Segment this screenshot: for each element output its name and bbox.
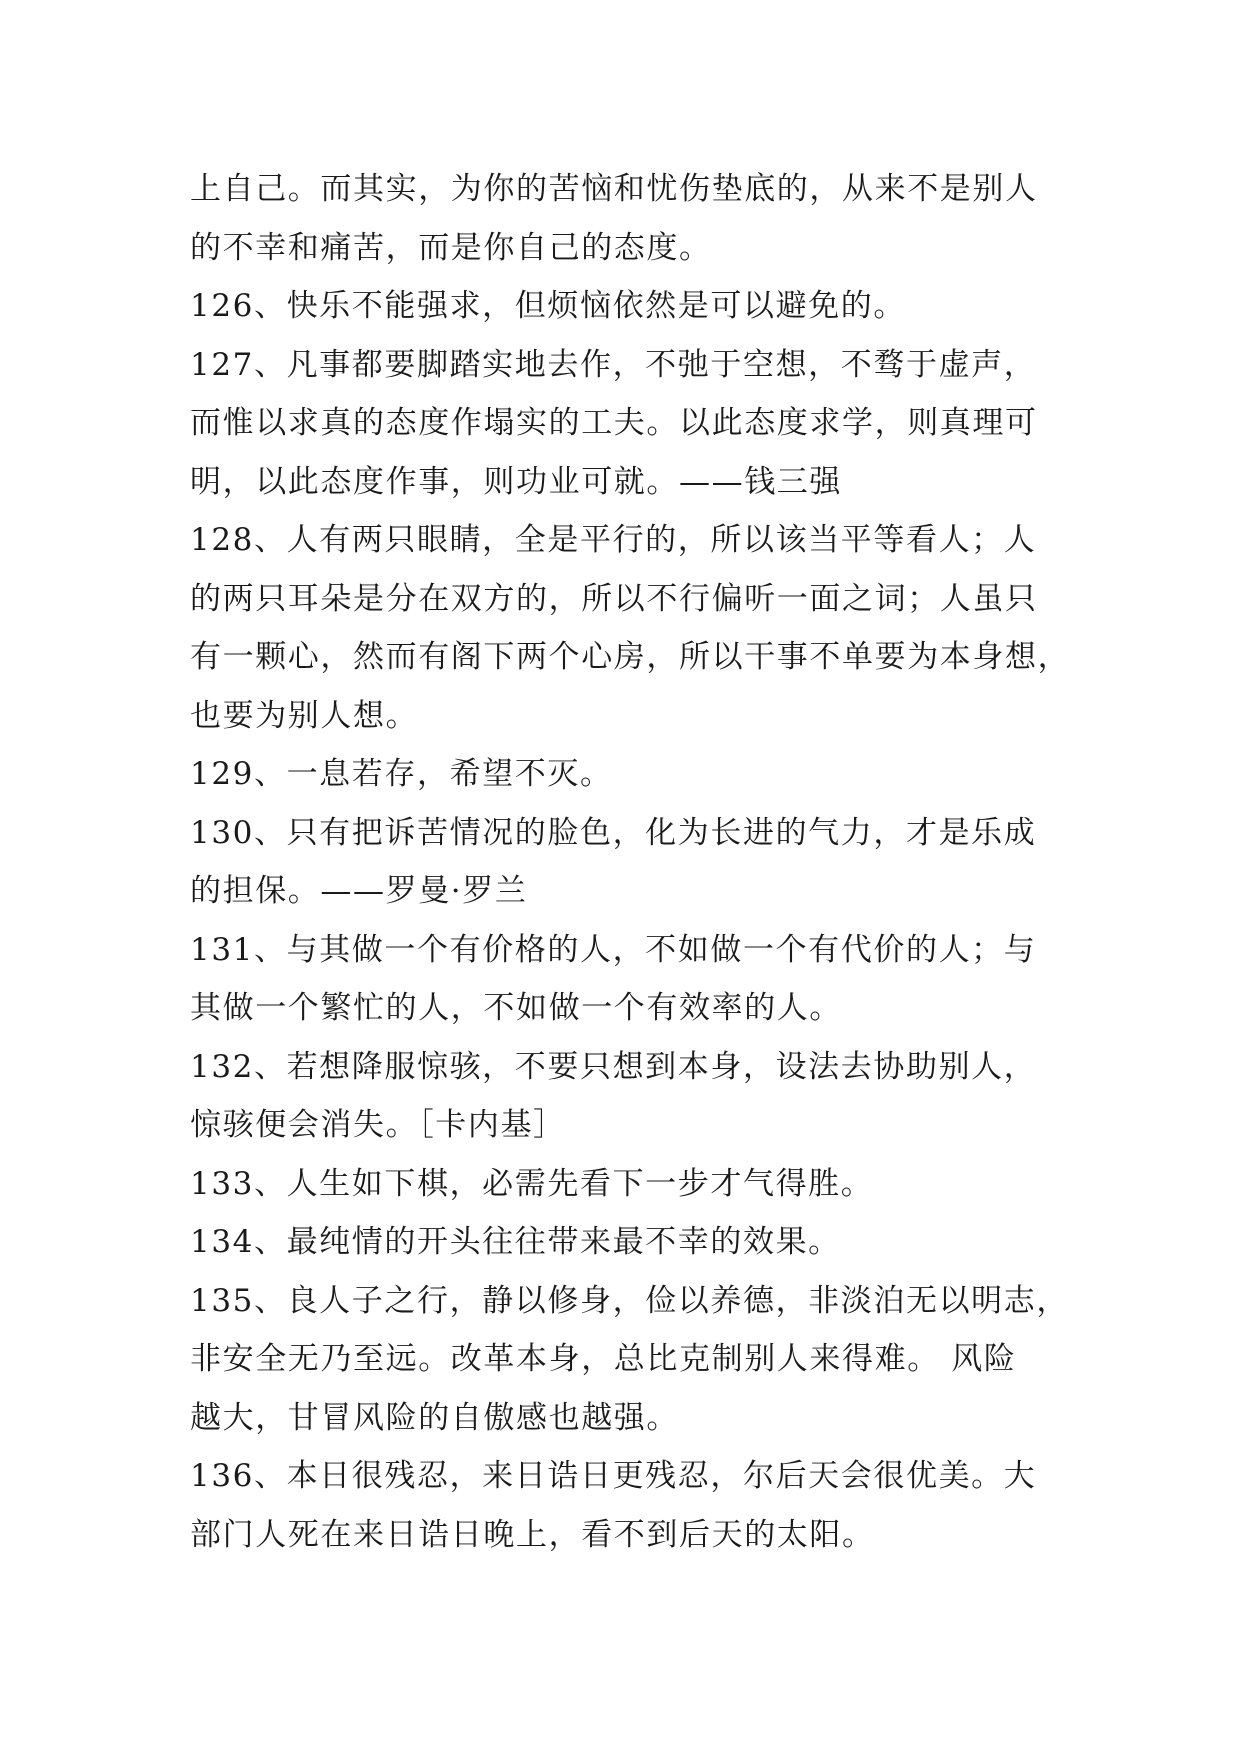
text-line: 133、人生如下棋，必需先看下一步才气得胜。 [190,1165,874,1202]
text-line: 136、本日很残忍，来日诰日更残忍，尔后天会很优美。大 [190,1458,1037,1494]
text-line: 而惟以求真的态度作塌实的工夫。以此态度求学，则真理可 [190,405,1038,441]
text-line: 134、最纯情的开头往往带来最不幸的效果。 [190,1224,841,1260]
text-line: 126、快乐不能强求，但烦恼依然是可以避免的。 [190,288,906,324]
text-line: 其做一个繁忙的人，不如做一个有效率的人。 [190,990,842,1026]
text-line: 上自己。而其实，为你的苦恼和忧伤垫底的，从来不是别人 [190,171,1038,207]
text-line: 也要为别人想。 [190,697,419,734]
text-line: 131、与其做一个有价格的人，不如做一个有代价的人；与 [190,931,1037,968]
text-line: 越大，甘冒风险的自傲感也越强。 [190,1399,679,1436]
text-line: 的不幸和痛苦，而是你自己的态度。 [190,229,712,266]
text-line: 惊骇便会消失。［卡内基］ [190,1107,566,1143]
text-line: 明，以此态度作事，则功业可就。——钱三强 [190,463,842,500]
text-line: 135、良人子之行，静以修身，俭以养德，非淡泊无以明志， [190,1282,1069,1319]
text-line: 132、若想降服惊骇，不要只想到本身，设法去协助别人， [190,1048,1037,1085]
text-line: 部门人死在来日诰日晚上，看不到后天的太阳。 [190,1516,875,1553]
text-line: 的两只耳朵是分在双方的，所以不行偏听一面之词；人虽只 [190,580,1038,617]
text-line: 128、人有两只眼睛，全是平行的，所以该当平等看人；人 [190,522,1037,558]
document-body [190,160,1080,1564]
text-line: 非安全无乃至远。改革本身，总比克制别人来得难。 风险 [190,1341,1017,1377]
text-line: 129、一息若存，希望不灭。 [190,756,613,792]
text-line: 130、只有把诉苦情况的脸色，化为长进的气力，才是乐成 [190,814,1037,851]
text-line: 127、凡事都要脚踏实地去作，不弛于空想，不骛于虚声， [190,346,1037,383]
text-line: 有一颗心，然而有阁下两个心房，所以干事不单要为本身想， [190,639,1071,675]
text-line: 的担保。——罗曼·罗兰 [190,873,528,909]
